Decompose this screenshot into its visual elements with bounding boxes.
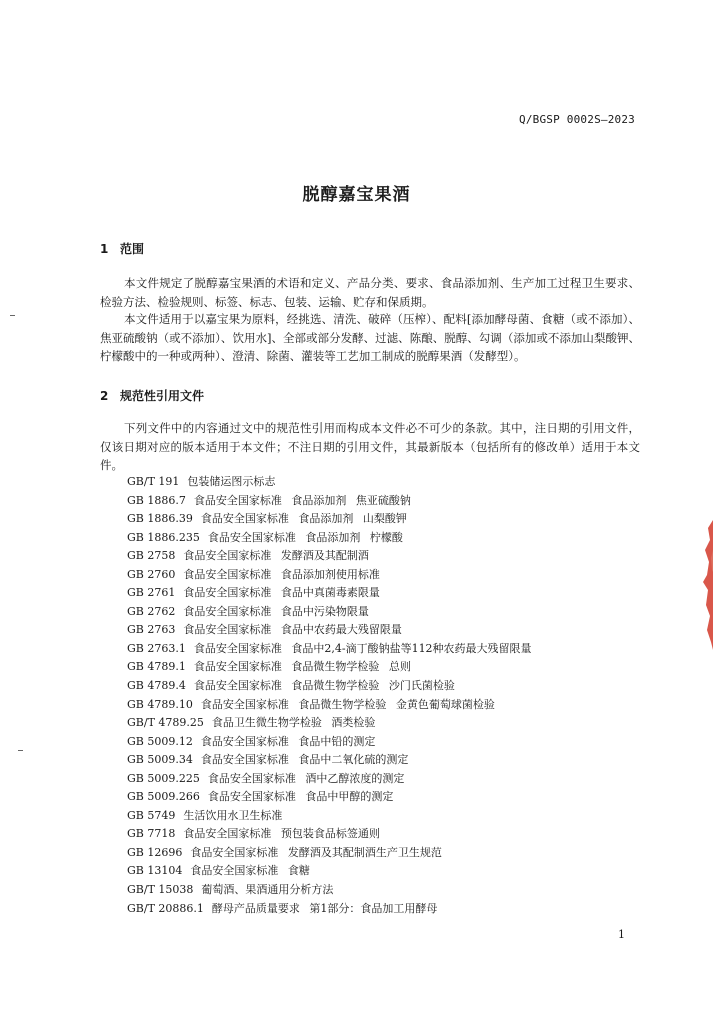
page-number: 1: [618, 928, 625, 941]
reference-title: 食品安全国家标准 食品微生物学检验 总则: [193, 660, 411, 674]
reference-item: [127, 714, 532, 733]
scan-speck: [10, 315, 15, 316]
reference-code: GB 2761: [127, 586, 176, 600]
reference-item: [127, 751, 532, 770]
reference-title: 食品安全国家标准 食品中2,4-滴丁酸钠盐等112种农药最大残留限量: [193, 641, 532, 655]
reference-code: GB 5009.266: [127, 790, 200, 804]
reference-title: 食品安全国家标准 食品中真菌毒素限量: [183, 586, 380, 600]
reference-title: 食品安全国家标准 预包装食品标签通则: [183, 827, 380, 841]
reference-code: GB 7718: [127, 827, 176, 841]
reference-code: GB 4789.4: [127, 679, 186, 693]
reference-item: [127, 640, 532, 659]
reference-title: 食品安全国家标准 食品添加剂 焦亚硫酸钠: [193, 493, 411, 507]
section-2-title: 规范性引用文件: [120, 389, 205, 403]
reference-code: GB 2760: [127, 567, 176, 581]
reference-item: [127, 492, 532, 511]
reference-title: 食品安全国家标准 食品添加剂使用标准: [183, 567, 380, 581]
document-code: Q/BGSP 0002S—2023: [519, 113, 635, 126]
reference-code: GB/T 4789.25: [127, 716, 204, 730]
normative-references-list: [127, 473, 532, 918]
reference-code: GB 5009.34: [127, 753, 193, 767]
reference-item: [127, 696, 532, 715]
reference-code: GB 4789.1: [127, 660, 186, 674]
reference-title: 食品安全国家标准 食品添加剂 柠檬酸: [207, 530, 403, 544]
section-2-paragraph-1: 下列文件中的内容通过文中的规范性引用而构成本文件必不可少的条款。其中，注日期的引用文件，仅该日期对应的版本适用于本文件；不注日期的引用文件，其最新版本（包括所有的修改单）适用于本文件。: [100, 421, 640, 472]
reference-item: [127, 844, 532, 863]
reference-title: 食品安全国家标准 发酵酒及其配制酒: [183, 549, 369, 563]
reference-title: 食品安全国家标准 食品中甲醇的测定: [207, 790, 394, 804]
reference-code: GB 5009.12: [127, 734, 193, 748]
reference-code: GB/T 20886.1: [127, 901, 204, 915]
reference-item: [127, 881, 532, 900]
reference-code: GB 1886.7: [127, 493, 186, 507]
reference-code: GB/T 15038: [127, 883, 194, 897]
document-title: 脱醇嘉宝果酒: [302, 185, 411, 205]
reference-title: 食品安全国家标准 食品添加剂 山梨酸钾: [200, 512, 407, 526]
reference-title: 食品安全国家标准 食品中农药最大残留限量: [183, 623, 402, 637]
reference-title: 生活饮用水卫生标准: [183, 808, 283, 822]
reference-item: [127, 473, 532, 492]
section-2-number: 2: [100, 389, 109, 403]
reference-item: [127, 788, 532, 807]
reference-title: 包装储运图示标志: [187, 475, 276, 488]
reference-title: 食品卫生微生物学检验 酒类检验: [211, 716, 376, 730]
reference-item: [127, 529, 532, 548]
reference-code: GB 1886.39: [127, 512, 193, 526]
section-1-paragraph-1: 本文件规定了脱醇嘉宝果酒的术语和定义、产品分类、要求、食品添加剂、生产加工过程卫生要求、检验方法、检验规则、标签、标志、包装、运输、贮存和保质期。: [100, 276, 640, 309]
reference-title: 食品安全国家标准 食品微生物学检验 金黄色葡萄球菌检验: [200, 697, 495, 711]
reference-code: GB 2758: [127, 549, 176, 563]
reference-code: GB 12696: [127, 845, 183, 859]
reference-title: 食品安全国家标准 发酵酒及其配制酒生产卫生规范: [190, 845, 442, 859]
reference-code: GB 1886.235: [127, 530, 200, 544]
reference-item: [127, 658, 532, 677]
reference-code: GB/T 191: [127, 475, 180, 488]
reference-item: [127, 733, 532, 752]
reference-code: GB 2762: [127, 604, 176, 618]
reference-title: 酵母产品质量要求 第1部分：食品加工用酵母: [211, 901, 438, 915]
section-1-paragraph-2: 本文件适用于以嘉宝果为原料，经挑选、清洗、破碎（压榨）、配料[添加酵母菌、食糖（或不添加）、焦亚硫酸钠（或不添加）、饮用水]、全部或部分发酵、过滤、陈酿、脱醇、勾调（添加或不添加山梨酸钾、柠檬酸中的一种或两种）、澄清、除菌、灌装等工艺加工制成的脱醇果酒（发酵型）。: [100, 312, 640, 363]
reference-item: [127, 900, 532, 919]
reference-item: [127, 807, 532, 826]
reference-item: [127, 677, 532, 696]
reference-code: GB 5749: [127, 808, 176, 822]
reference-item: [127, 862, 532, 881]
reference-title: 葡萄酒、果酒通用分析方法: [201, 883, 334, 897]
reference-code: GB 2763.1: [127, 641, 186, 655]
reference-title: 食品安全国家标准 食糖: [190, 864, 310, 878]
reference-code: GB 5009.225: [127, 771, 200, 785]
scan-speck: [18, 750, 23, 751]
reference-title: 食品安全国家标准 食品中二氧化硫的测定: [200, 753, 409, 767]
section-2-heading: [100, 387, 204, 404]
reference-item: [127, 621, 532, 640]
reference-title: 食品安全国家标准 食品中铅的测定: [200, 734, 376, 748]
section-1-title: 范围: [120, 242, 145, 256]
reference-item: [127, 547, 532, 566]
reference-code: GB 4789.10: [127, 697, 193, 711]
reference-title: 食品安全国家标准 酒中乙醇浓度的测定: [207, 771, 405, 785]
section-1-number: 1: [100, 242, 109, 256]
reference-item: [127, 566, 532, 585]
reference-title: 食品安全国家标准 食品中污染物限量: [183, 604, 369, 618]
red-ink-stain: [699, 520, 713, 650]
reference-item: [127, 584, 532, 603]
reference-item: [127, 825, 532, 844]
reference-item: [127, 770, 532, 789]
section-1-heading: [100, 240, 144, 257]
reference-title: 食品安全国家标准 食品微生物学检验 沙门氏菌检验: [193, 679, 455, 693]
reference-code: GB 2763: [127, 623, 176, 637]
reference-code: GB 13104: [127, 864, 183, 878]
reference-item: [127, 603, 532, 622]
reference-item: [127, 510, 532, 529]
